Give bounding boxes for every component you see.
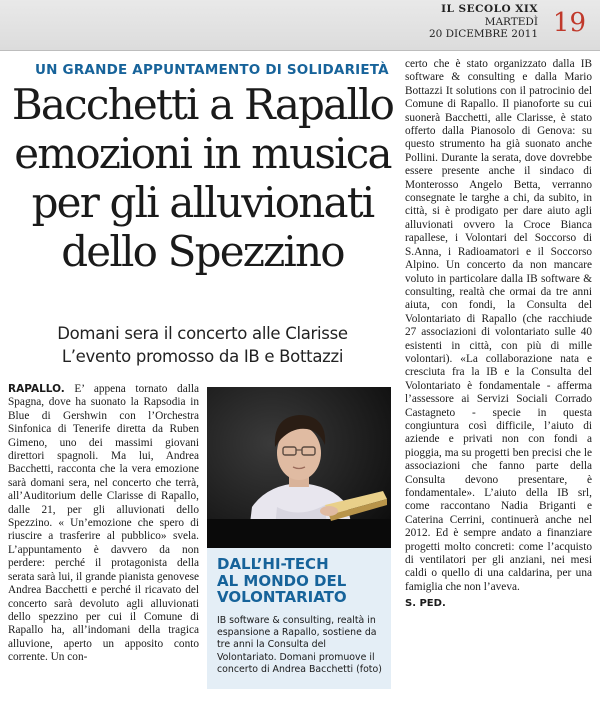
body-text-right: certo che è stato organizzato dalla IB software & consulting e dalla Mario Bottazzi It solutions con il patrocinio del Comune di Rapallo. Il pianoforte su cui suonerà Bacchetti, alle Clarisse, è stato offerto dalla Pianosolo di Genova: su questo strumento ha già suonato anche Pollini. Durante la serata, dove dovrebbe essere presente anche il sindaco di Monterosso Angelo Betta, verranno consegnate le targhe a chi, da subito, in città, si è prodigato per dare aiuto agli alluvionati ovvero la Croce Bianca rapallese, i Volontari del Soccorso di S.Anna, i Radioamatori e il Soccorso Alpino. Un concerto da non mancare voluto in particolare dalla IB software & consulting, realtà che ormai da tre anni aiuta, con fondi, la Consulta del Volontariato di Rapallo (che racchiude 27 associazioni di volontariato sulle 40 esistenti in città, con più di mille volontari). «La collaborazione nata e cresciuta fra la IB e la Consulta del Volontariato è fondamentale - afferma l’assessore ai Servizi Sociali Corrado Castagneto - specie in questa congiuntura così difficile, l’aiuto di aziende e privati non con fondi a pioggia, ma su progetti ben precisi che le associazioni che fanno parte della Consulta devono presentare, è fondamentale». L’aiuto della IB srl, come raccontano Nadia Briganti e Caterina Cerrini, continuerà anche nel 2012. Ed è sempre andato a finanziare progetti molto concreti: come l’acquisto di ventilatori per gli anziani, nei mesi caldi o quello di una caldarina, per una famiglia che non l’aveva. xyxy=(405,58,592,593)
body-text-left: E’ appena tornato dalla Spagna, dove ha suonato la Rapsodia in Blue di Gershwin con l’Orchestra Sinfonica di Tenerife diretta da Ruben Gimeno, uno dei massimi giovani direttori spagnoli. Ma lui, Andrea Bacchetti, racconta che la vera emozione sarà domani sera, nel concerto che terrà, all’Auditorium delle Clarisse di Rapallo, dalle 21, per gli alluvionati dello Spezzino. « Un’emozione che spero di riuscire a trasferire al pubblico» svela. L’appuntamento è davvero da non perdere: perché il protagonista della serata sarà lui, il grande pianista genovese Andrea Bacchetti e perché il ricavato del concerto sarà devoluto agli alluvionati dello spezzino per cui il Comune di Rapallo ha, all’indomani della tragica alluvione, aperto un apposito conto corrente. Un con- xyxy=(8,383,199,664)
sidebar-text: IB software & consulting, realtà in espansione a Rapallo, sostiene da tre anni la Consulta del Volontariato. Domani promuove il concerto di Andrea Bacchetti (foto) xyxy=(217,615,382,675)
subhead-line: Domani sera il concerto alle Clarisse xyxy=(57,324,348,343)
sidebar-title-line: DALL’HI-TECH xyxy=(217,555,329,573)
masthead xyxy=(429,3,538,41)
article-subheadline xyxy=(0,322,405,368)
sidebar-title xyxy=(217,556,347,606)
article-headline xyxy=(0,80,405,276)
weekday: MARTEDÌ xyxy=(484,15,538,28)
article-kicker: UN GRANDE APPUNTAMENTO DI SOLIDARIETÀ xyxy=(35,62,389,78)
sidebar-box xyxy=(207,548,391,689)
sidebar-title-line: AL MONDO DEL xyxy=(217,571,347,590)
page-header xyxy=(0,0,600,51)
pianist-photo xyxy=(207,387,391,548)
headline-line: emozioni in musica xyxy=(14,129,391,178)
author-signature: S. PED. xyxy=(405,598,446,610)
issue-date: 20 DICEMBRE 2011 xyxy=(428,28,538,40)
dateline: RAPALLO. xyxy=(8,383,65,395)
headline-line: per gli alluvionati xyxy=(31,178,374,227)
body-column-left xyxy=(8,383,199,665)
page-number: 19 xyxy=(552,8,586,38)
headline-line: dello Spezzino xyxy=(61,227,344,276)
subhead-line: L’evento promosso da IB e Bottazzi xyxy=(61,347,344,366)
headline-line: Bacchetti a Rapallo xyxy=(11,80,394,129)
sidebar-title-line: VOLONTARIATO xyxy=(217,588,347,606)
pianist-photo-illustration xyxy=(207,387,391,548)
body-column-right xyxy=(405,58,592,611)
newspaper-name: IL SECOLO XIX xyxy=(441,3,538,15)
